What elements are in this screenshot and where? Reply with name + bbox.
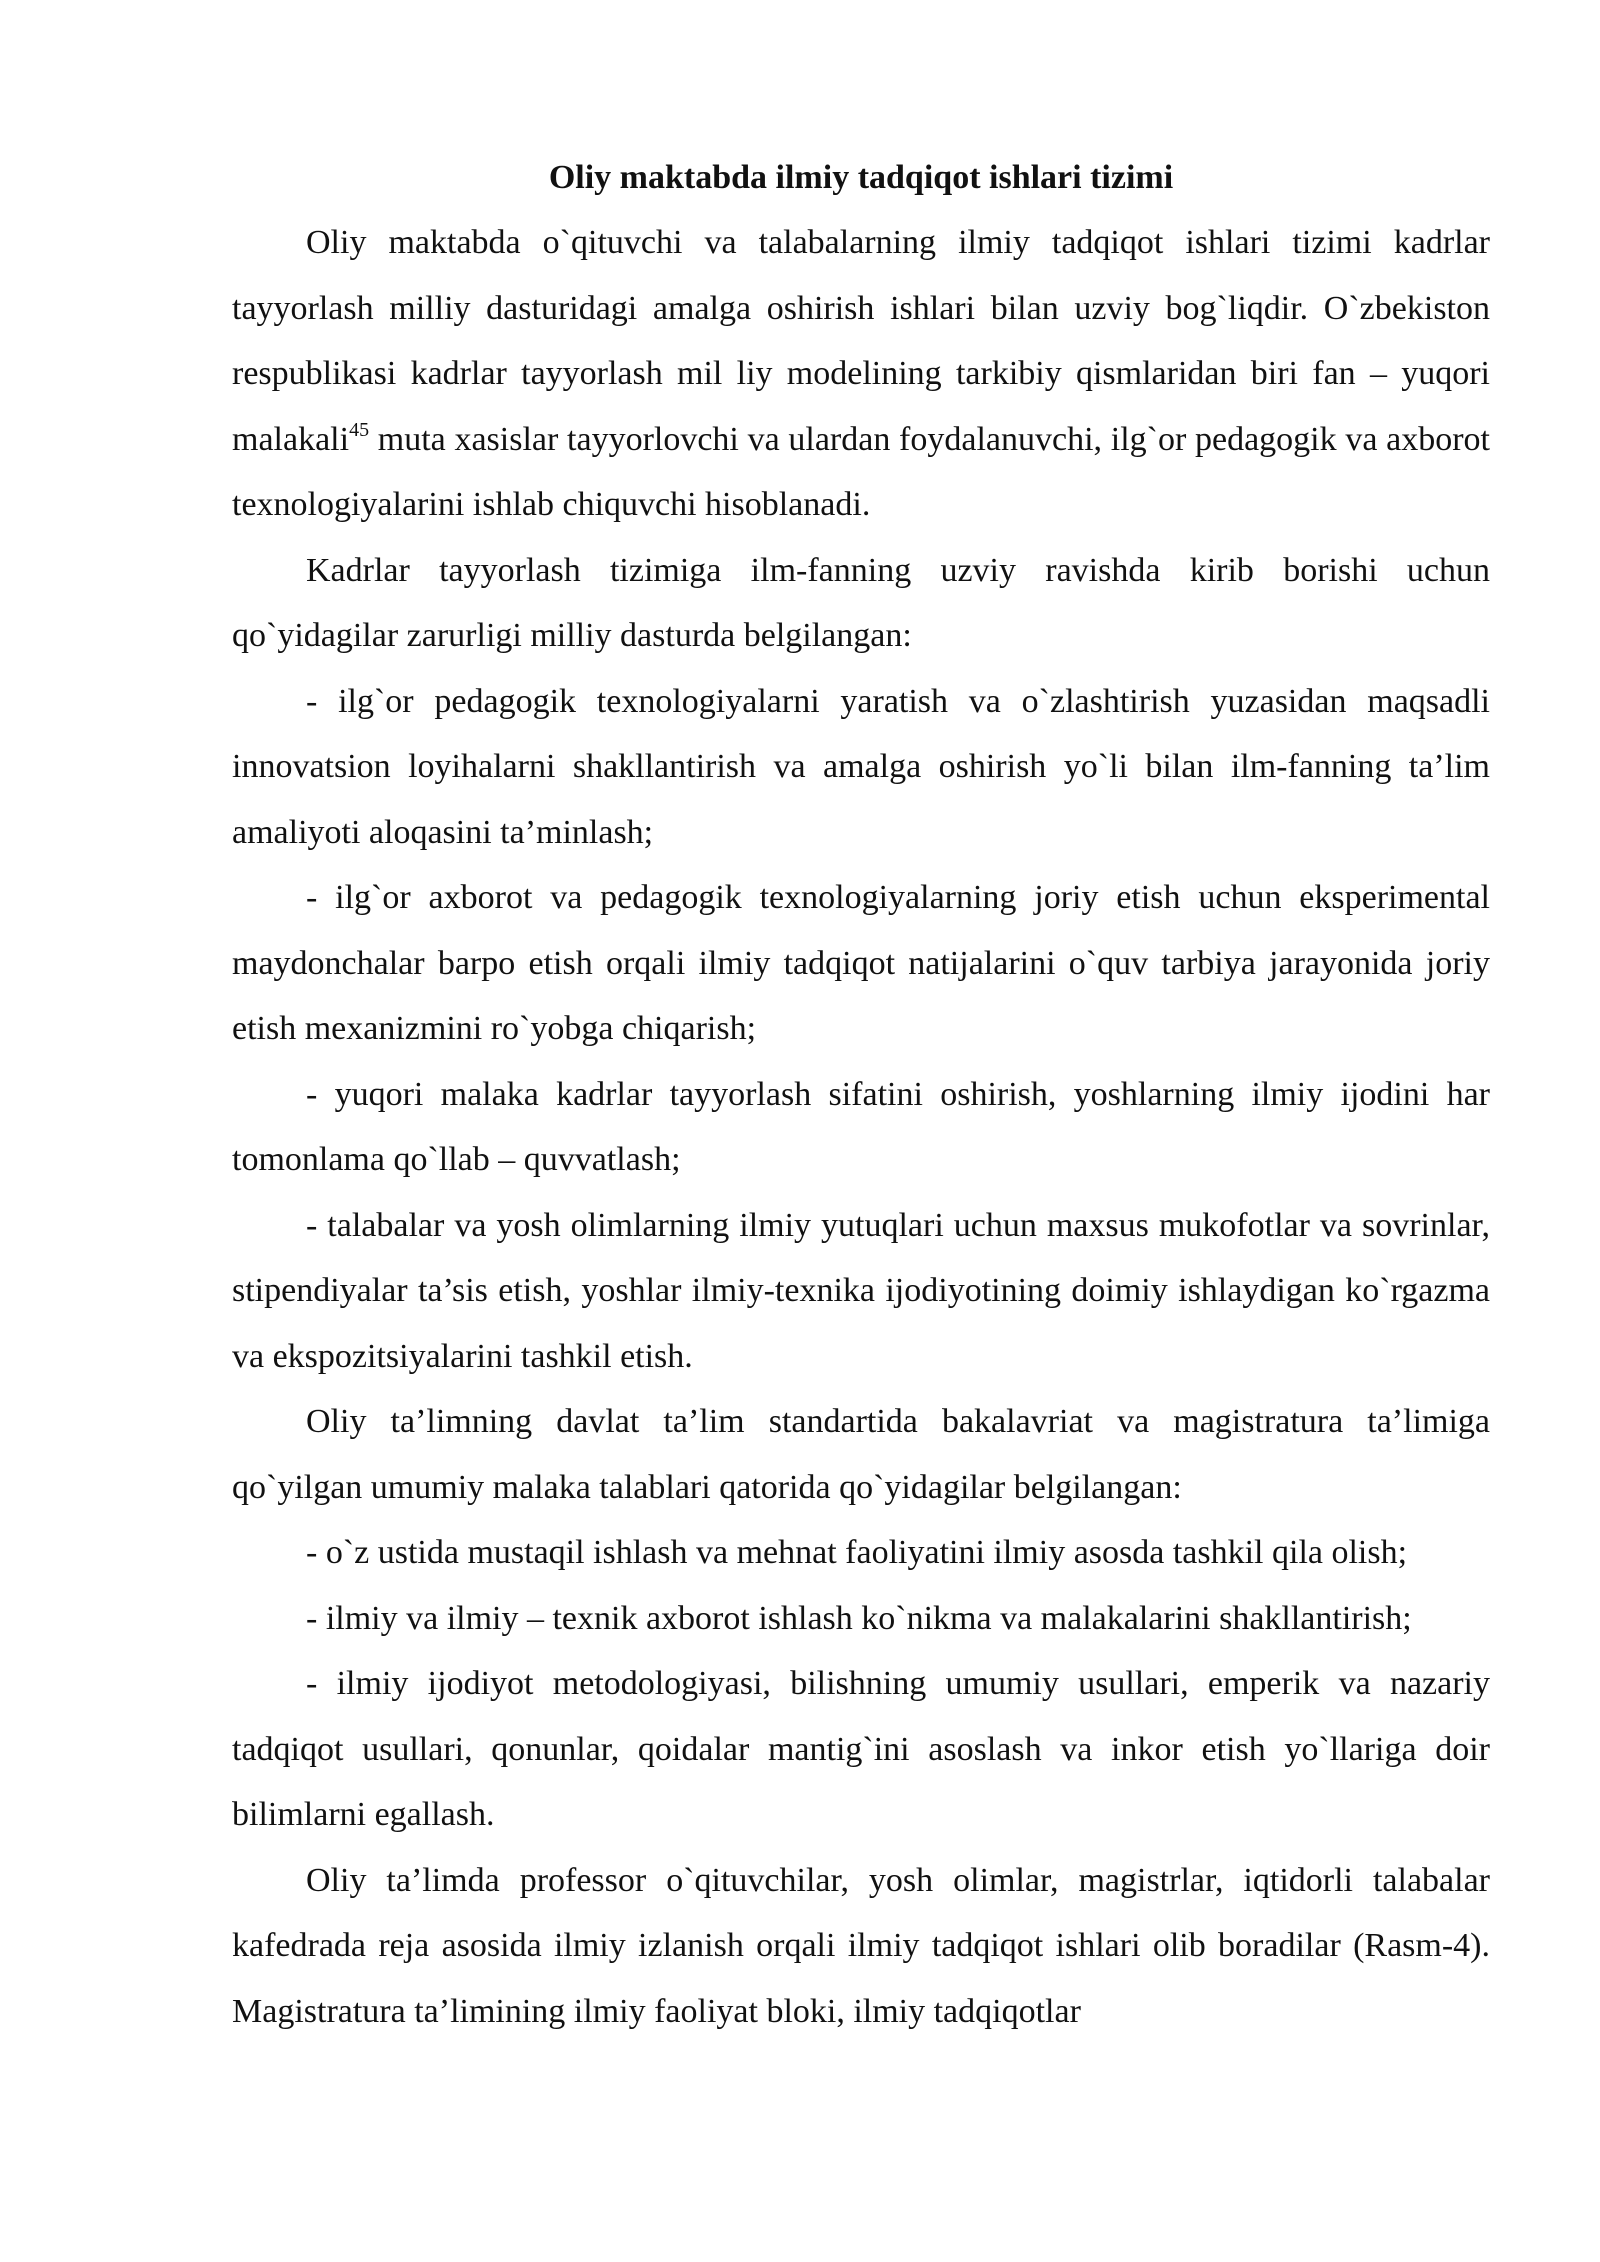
paragraph-4: Oliy ta’limda professor o`qituvchilar, yosh olimlar, magistrlar, iqtidorli talabalar kafedrada reja asosida ilmiy izlanish orqali ilmiy tadqiqot ishlari olib boradilar (Rasm-4). Magistratura ta’limining ilmiy faoliyat bloki, ilmiy tadqiqotlar: [232, 1861, 1490, 2030]
paragraph-1-text-continued: muta xasislar tayyorlovchi va ulardan foydalanuvchi, ilg`or pedagogik va axborot texnologiyalarini ishlab chiquvchi hisoblanadi.: [232, 420, 1490, 523]
paragraph-1: [232, 210, 1490, 538]
paragraph-1-text: Oliy maktabda o`qituvchi va talabalarning ilmiy tadqiqot ishlari tizimi kadrlar tayyorlash milliy dasturidagi amalga oshirish ishlari bilan uzviy bog`liqdir. O`zbekiston respublikasi kadrlar tayyorlash mil liy modelining tarkibiy qismlaridan biri fan – yuqori malakali: [232, 224, 1490, 458]
list-item-2: - ilg`or axborot va pedagogik texnologiyalarning joriy etish uchun eksperimental maydonchalar barpo etish orqali ilmiy tadqiqot natijalarini o`quv tarbiya jarayonida joriy etish mexanizmini ro`yobga chiqarish;: [232, 879, 1490, 1047]
list-item-6: - ilmiy va ilmiy – texnik axborot ishlash ko`nikma va malakalarini shakllantirish;: [306, 1599, 1412, 1637]
page-title: Oliy maktabda ilmiy tadqiqot ishlari tizimi: [548, 159, 1174, 196]
list-item-3: - yuqori malaka kadrlar tayyorlash sifatini oshirish, yoshlarning ilmiy ijodini har tomonlama qo`llab – quvvatlash;: [232, 1075, 1490, 1178]
page-content: [232, 150, 1490, 2044]
list-item-4: - talabalar va yosh olimlarning ilmiy yutuqlari uchun maxsus mukofotlar va sovrinlar, stipendiyalar ta’sis etish, yoshlar ilmiy-texnika ijodiyotining doimiy ishlaydigan ko`rgazma va ekspozitsiyalarini tashkil etish.: [232, 1206, 1490, 1375]
footnote-marker: 45: [349, 418, 370, 441]
list-item-1: - ilg`or pedagogik texnologiyalarni yaratish va o`zlashtirish yuzasidan maqsadli innovatsion loyihalarni shakllantirish va amalga oshirish yo`li bilan ilm-fanning ta’lim amaliyoti aloqasini ta’minlash;: [232, 682, 1490, 851]
list-item-5: - o`z ustida mustaqil ishlash va mehnat faoliyatini ilmiy asosda tashkil qila olish;: [306, 1534, 1408, 1571]
paragraph-3: Oliy ta’limning davlat ta’lim standartida bakalavriat va magistratura ta’limiga qo`yilgan umumiy malaka talablari qatorida qo`yidagilar belgilangan:: [232, 1403, 1490, 1506]
list-item-7: - ilmiy ijodiyot metodologiyasi, bilishning umumiy usullari, emperik va nazariy tadqiqot usullari, qonunlar, qoidalar mantig`ini asoslash va inkor etish yo`llariga doir bilimlarni egallash.: [232, 1665, 1490, 1833]
paragraph-2: Kadrlar tayyorlash tizimiga ilm-fanning uzviy ravishda kirib borishi uchun qo`yidagilar zarurligi milliy dasturda belgilangan:: [232, 551, 1490, 654]
